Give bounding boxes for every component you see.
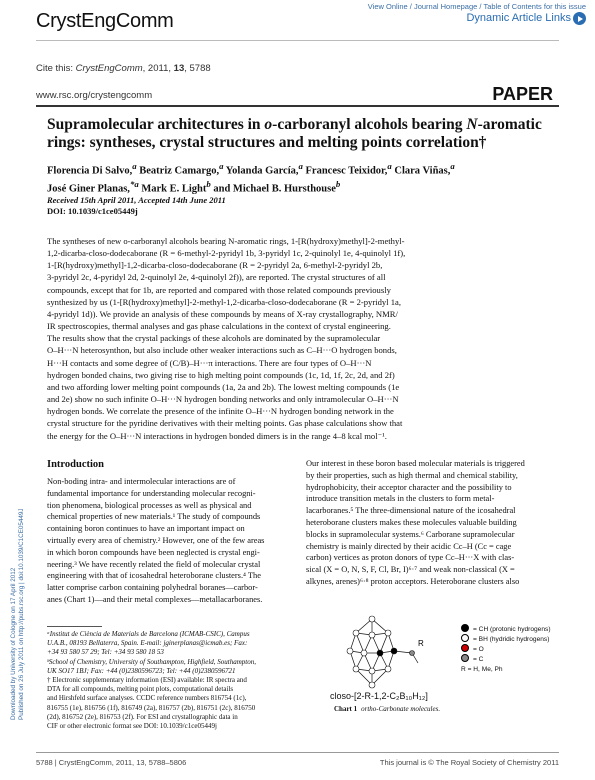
sidebar-line[interactable]: Published on 26 July 2011 on http://pubs.rsc.org | doi:10.1039/C1CE05449J [18,508,25,720]
cite-volume: 13 [173,63,185,74]
body-line: by their properties, such as high thermal and chemical stability, [306,470,518,480]
author: Yolanda García, [223,165,299,177]
white-circle-icon [461,634,469,642]
author: Florencia Di Salvo, [47,165,133,177]
legend-bh [461,634,549,643]
body-line: lacarboranes.⁵ The three-dimensional nature of the icosahedral [306,506,516,516]
body-line: hydrophobicity, their acceptor character and the possibility to [306,482,512,492]
abstract-line: and two affording lower melting point compounds (1a, 2a and 2b). The lowest melting compounds (1e [47,381,400,392]
doi[interactable]: DOI: 10.1039/c1ce05449j [47,206,138,216]
body-line: fundamental importance for understanding molecular recogni- [47,488,256,498]
footnote-line: and Hirshfeld surface analyses. CCDC reference numbers 816754 (1c), [47,694,247,703]
footnote-line: DTA for all compounds, melting point plots, computational details [47,685,234,694]
body-line: alkynes, arenes)⁶·⁸ proton acceptors. Heteroborane clusters also [306,576,520,586]
abstract-line: compounds, except that for 1b, are reported and compared with those related compounds previously [47,284,391,295]
abstract-line: H···H contacts and some degree of (C/B)–H···π interactions. There are four types of O–H···N [47,357,372,368]
citation [36,63,211,74]
body-line: engineering with that of icosahedral heteroborane clusters.⁴ The [47,571,261,581]
view-online-link[interactable]: View Online [367,2,408,11]
cite-prefix: Cite this: [36,63,76,74]
body-line: neering.³ We have recently related the field of molecular crystal [47,559,261,569]
journal-homepage-link[interactable]: Journal Homepage [413,2,478,11]
download-sidebar [10,508,26,720]
legend-label: = BH (hydridic hydrogens) [473,636,550,643]
abstract [47,235,547,442]
legend-r: R = H, Me, Ph [461,666,503,673]
footnote-line: +34 93 580 57 29; Tel: +34 93 580 18 53 [47,648,164,657]
footnotes [47,630,290,731]
body-line: virtually every area of chemistry.² However, one of the few areas [47,535,265,545]
body-line: Our interest in these boron based molecular materials is triggered [306,459,525,468]
footnote-line: ᵇSchool of Chemistry, University of Southampton, Highfield, Southampton, [47,657,256,666]
red-circle-icon [461,644,469,652]
author: Beatriz Camargo, [136,165,220,177]
body-line: Non-boding intra- and intermolecular interactions are of [47,477,236,486]
abstract-line: crystal structure for the pyridine derivatives with their melting points. Gas phase calculations show that [47,418,403,429]
footnote-line: U.A.B., 08193 Bellaterra, Spain. E-mail: jginerplanas@icmab.es; Fax: [47,639,248,648]
top-sep-2: / [477,2,484,11]
play-arrow-icon[interactable] [573,12,586,25]
body-line: carbon) vertices as proton donors of type Cc–H···X with clas- [306,553,515,563]
abstract-line: The syntheses of new o-carboranyl alcohols bearing N-aromatic rings, 1-[R(hydroxy)methyl]-2-methyl- [47,236,405,246]
body-line: blocks in supramolecular systems.⁶ Carborane supramolecular [306,529,515,539]
author: Mark E. Light [138,183,207,194]
chart-caption [334,705,440,713]
body-line: chemical properties of new materials.¹ The study of compounds [47,512,261,522]
received-accepted-dates: Received 15th April 2011, Accepted 14th June 2011 [47,195,226,205]
body-line: introduce transition metals in the clusters to form metal- [306,494,495,504]
abstract-line: and 2e) show no such infinite O–H···N hydrogen bonding networks and only intramolecular O–H···N [47,394,399,405]
affiliation-mark: a [450,161,455,171]
toc-link[interactable]: Table of Contents for this issue [483,2,586,11]
section-heading-introduction: Introduction [47,459,104,470]
legend-o [461,644,484,653]
body-line: containing boron continues to have an important impact on [47,524,245,534]
substituent-label: R [418,639,424,648]
intro-column-left [47,476,290,606]
abstract-line: the energy for the O–H···N interactions in hydrogen bonded dimers is in the range 4–8 kcal mol⁻¹. [47,430,387,441]
body-line: in which boron compounds have been neglected is crystal engi- [47,547,260,557]
footer-divider [36,752,559,753]
header-divider [36,40,559,41]
carborane-cluster-illustration [334,613,454,691]
abstract-line: 3-pyridyl 2c, 4-pyridyl 2d, 2-quinolyl 2e, 4-quinolyl 2f)), are reported. The crystal structures of all [47,272,386,283]
footer-right: This journal is © The Royal Society of Chemistry 2011 [379,758,559,767]
grey-circle-icon [461,654,469,662]
affiliation-mark: a [219,161,224,171]
body-line: sical (X = O, N, S, F, Cl, Br, I)⁶·⁷ and weak non-classical (X = [306,565,515,575]
footnote-line: 816755 (1e), 816756 (1f), 816749 (2a), 816757 (2b), 816751 (2c), 816750 [47,703,256,712]
article-title [47,116,547,152]
footnote-line: (2d), 816752 (2e), 816753 (2f). For ESI and crystallographic data in [47,712,238,721]
legend-c [461,654,483,663]
title-part: Supramolecular architectures in [47,116,265,133]
footer-left: 5788 | CrystEngComm, 2011, 13, 5788–5806 [36,758,187,767]
footnote-line: ᵃInstitut de Ciència de Materials de Barcelona (ICMAB-CSIC), Campus [47,630,250,638]
abstract-line: O–H···N heterosynthon, but also include other weaker interactions such as C–H···O hydrogen bonds, [47,345,397,356]
affiliation-mark: *a [129,178,139,189]
body-line: latter comprise carbon containing polyhedral boranes—carbor- [47,583,258,593]
journal-url[interactable]: www.rsc.org/crystengcomm [36,90,153,101]
affiliation-mark: b [335,178,341,189]
title-part: -aromatic rings: syntheses, crystal structures and melting points correlation† [47,116,542,151]
body-line: chemistry is mainly directed by their acidic Cc–H (Cc = cage [306,541,512,551]
abstract-line: hydrogen bonded chains, two giving rise to high melting point compounds (1c, 1d, 1f, 2c, 2d, and 2f) [47,369,395,380]
author: Francesc Teixidor, [302,165,388,177]
title-part: N [466,116,478,133]
legend-ch [461,624,551,633]
footnote-line: † Electronic supplementary information (ESI) available: IR spectra and [47,676,247,685]
title-divider [36,105,559,107]
legend-label: = CH (protonic hydrogens) [473,626,551,633]
cite-rest: , 2011, [142,63,174,74]
legend-label: = O [473,646,484,653]
abstract-line: 1-[R(hydroxy)methyl]-1,2-dicarba-closo-dodecaborane (R = 2-pyridyl 2a, 6-methyl-2-pyridyl 2b, [47,260,383,271]
body-line: anes (Chart 1)—and their metal complexes—metallacarboranes. [47,594,263,604]
sidebar-line[interactable]: Downloaded by University of Cologne on 17 April 2012 [10,567,17,720]
journal-title: CrystEngComm [36,10,174,32]
title-part: o [264,116,273,133]
black-circle-icon [461,624,469,632]
dynamic-article-links[interactable]: Dynamic Article Links [466,12,571,24]
abstract-line: hydrogen bonds. We correlate the presence of the infinite O–H···N hydrogen bonding network in the [47,406,394,417]
affiliation-mark: a [387,161,392,171]
caption-text: ortho-Carbonate molecules. [361,705,441,713]
abstract-line: The results show that the crystal packings of these alcohols are dominated by the supramolecular [47,333,381,344]
author: and Michael B. Hursthouse [210,183,336,194]
cite-pages: , 5788 [184,63,211,74]
abstract-line: 4-pyridyl 1d)). We provide an analysis of these compounds by means of X-ray crystallography, NMR/ [47,308,398,319]
body-line: heteroborane clusters makes these molecules valuable building [306,517,517,527]
cite-journal: CrystEngComm [75,63,143,74]
top-links [368,2,586,11]
affiliation-mark: a [132,161,137,171]
affiliation-mark: b [206,178,211,189]
footnote-line: CIF or other electronic format see DOI: 10.1039/c1ce05449j [47,722,217,731]
abstract-line: synthesized by us (1-[R(hydroxy)methyl]-2-methyl-1,2-dicarba-closo-dodecaborane (R = 2-pyridyl 1a, [47,296,401,307]
paper-type: PAPER [492,84,553,104]
affiliation-mark: a [298,161,303,171]
caption-label: Chart 1 [334,705,358,713]
intro-column-right [306,458,551,588]
body-line: tion phenomena, biological processes as well as physical and [47,500,252,510]
footnote-divider [47,626,102,627]
legend-label: = C [473,656,484,663]
top-sep-1: / [407,2,414,11]
author-list [47,160,547,195]
author: Clara Viñas, [391,165,451,177]
author: José Giner Planas, [47,183,130,194]
abstract-line: IR spectroscopies, thermal analyses and gas phase calculations in the context of crystal engineering. [47,321,391,332]
footnote-line: UK SO17 1BJ; Fax: +44 (0)2380596723; Tel: +44 (0)2380596721 [47,666,236,675]
chemical-formula: closo-[2-R-1,2-C₂B₁₀H₁₂] [330,691,428,701]
abstract-line: 1,2-dicarba-closo-dodecaborane (R = 6-methyl-2-pyridyl 1b, 3-pyridyl 1c, 2-quinolyl 1e, 4-quinolyl 1f), [47,248,406,259]
title-part: -carboranyl alcohols bearing [272,116,467,133]
